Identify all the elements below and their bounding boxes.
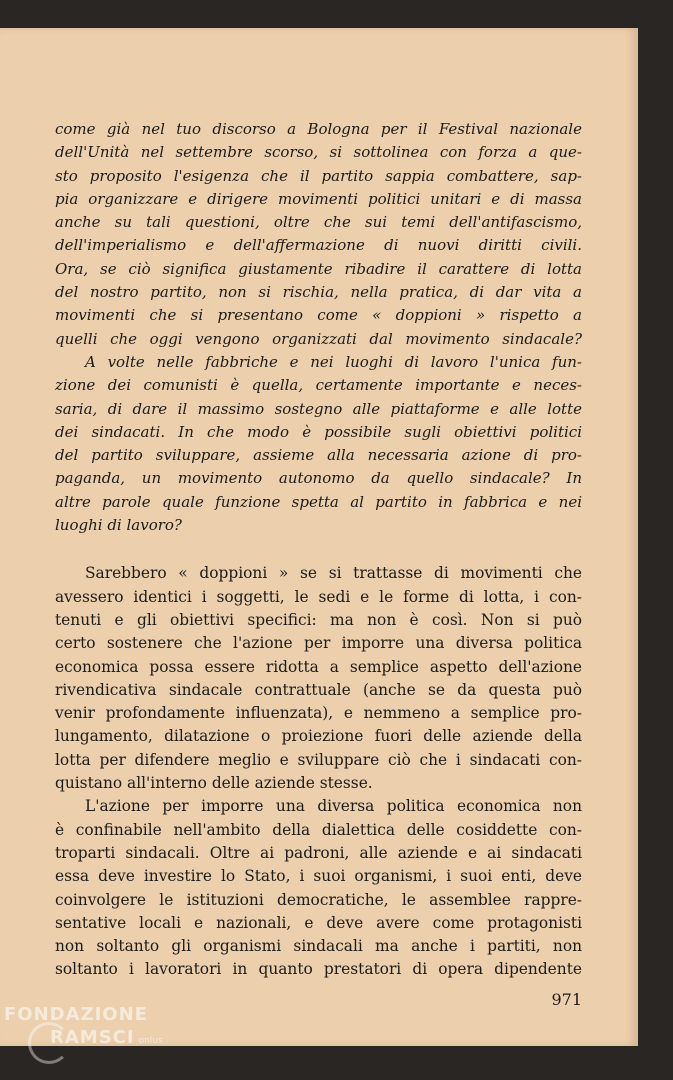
answer-paragraph-2 — [55, 795, 582, 981]
text-line: dell'imperialismo e dell'affermazione di nuovi diritti civili. — [55, 236, 582, 255]
text-line: soltanto i lavoratori in quanto prestatori di opera dipendente — [55, 960, 582, 979]
page-text — [55, 118, 582, 982]
answer-paragraph-1 — [55, 562, 582, 795]
text-line: del partito sviluppare, assieme alla necessaria azione di pro- — [55, 446, 582, 465]
text-line: sentative locali e nazionali, e deve avere come protagonisti — [55, 913, 582, 932]
text-line: pia organizzare e dirigere movimenti politici unitari e di massa — [55, 189, 582, 208]
interview-answer — [55, 562, 582, 981]
text-line: dei sindacati. In che modo è possibile sugli obiettivi politici — [55, 422, 582, 441]
text-line: saria, di dare il massimo sostegno alle piattaforme e alle lotte — [55, 399, 582, 418]
text-line: economica possa essere ridotta a semplice aspetto dell'azione — [55, 657, 582, 676]
text-line: L'azione per imporre una diversa politica economica non — [85, 797, 582, 816]
text-line: Ora, se ciò significa giustamente ribadire il carattere di lotta — [55, 259, 582, 278]
book-page — [0, 28, 638, 1046]
text-line: zione dei comunisti è quella, certamente importante e neces- — [55, 376, 582, 395]
text-line: sto proposito l'esigenza che il partito sappia combattere, sap- — [55, 166, 582, 185]
text-line: è confinabile nell'ambito della dialettica delle cosiddette con- — [55, 820, 582, 839]
text-line: lotta per difendere meglio e sviluppare ciò che i sindacati con- — [55, 750, 582, 769]
text-line: movimenti che si presentano come « doppioni » rispetto a — [55, 306, 582, 325]
text-line: Sarebbero « doppioni » se si trattasse di movimenti che — [85, 564, 582, 583]
question-paragraph-1 — [55, 118, 582, 351]
text-line: quistano all'interno delle aziende stesse. — [55, 774, 373, 793]
text-line: rivendicativa sindacale contrattuale (anche se da questa può — [55, 680, 582, 699]
text-line: troparti sindacali. Oltre ai padroni, alle aziende e ai sindacati — [55, 843, 582, 862]
text-line: luoghi di lavoro? — [55, 516, 182, 535]
text-line: tenuti e gli obiettivi specifici: ma non è così. Non si può — [55, 610, 582, 629]
text-line: essa deve investire lo Stato, i suoi organismi, i suoi enti, deve — [55, 867, 582, 886]
text-line: lungamento, dilatazione o proiezione fuori delle aziende della — [55, 727, 582, 746]
section-gap — [55, 537, 582, 562]
text-line: dell'Unità nel settembre scorso, si sottolinea con forza a que- — [55, 143, 582, 162]
text-line: certo sostenere che l'azione per imporre una diversa politica — [55, 634, 582, 653]
g-logo-icon — [28, 1022, 70, 1064]
interview-question — [55, 118, 582, 537]
text-line: coinvolgere le istituzioni democratiche, le assemblee rappre- — [55, 890, 582, 909]
text-line: non soltanto gli organismi sindacali ma anche i partiti, non — [55, 937, 582, 956]
text-line: A volte nelle fabbriche e nei luoghi di lavoro l'unica fun- — [85, 352, 582, 371]
text-line: quelli che oggi vengono organizzati dal movimento sindacale? — [55, 329, 582, 348]
question-paragraph-2 — [55, 351, 582, 537]
watermark-suffix: onlus — [138, 1036, 163, 1046]
text-line: anche su tali questioni, oltre che sui temi dell'antifascismo, — [55, 213, 582, 232]
text-line: venir profondamente influenzata), e nemmeno a semplice pro- — [55, 704, 582, 723]
text-line: avessero identici i soggetti, le sedi e le forme di lotta, i con- — [55, 587, 582, 606]
fondazione-gramsci-watermark — [4, 1004, 163, 1048]
text-line: altre parole quale funzione spetta al partito in fabbrica e nei — [55, 492, 582, 511]
watermark-line1: FONDAZIONE — [4, 1004, 148, 1025]
text-line: del nostro partito, non si rischia, nella pratica, di dar vita a — [55, 283, 582, 302]
page-number: 971 — [551, 990, 582, 1009]
text-line: paganda, un movimento autonomo da quello sindacale? In — [55, 469, 582, 488]
watermark-line2-text: RAMSCI — [50, 1027, 135, 1048]
text-line: come già nel tuo discorso a Bologna per il Festival nazionale — [55, 120, 582, 138]
